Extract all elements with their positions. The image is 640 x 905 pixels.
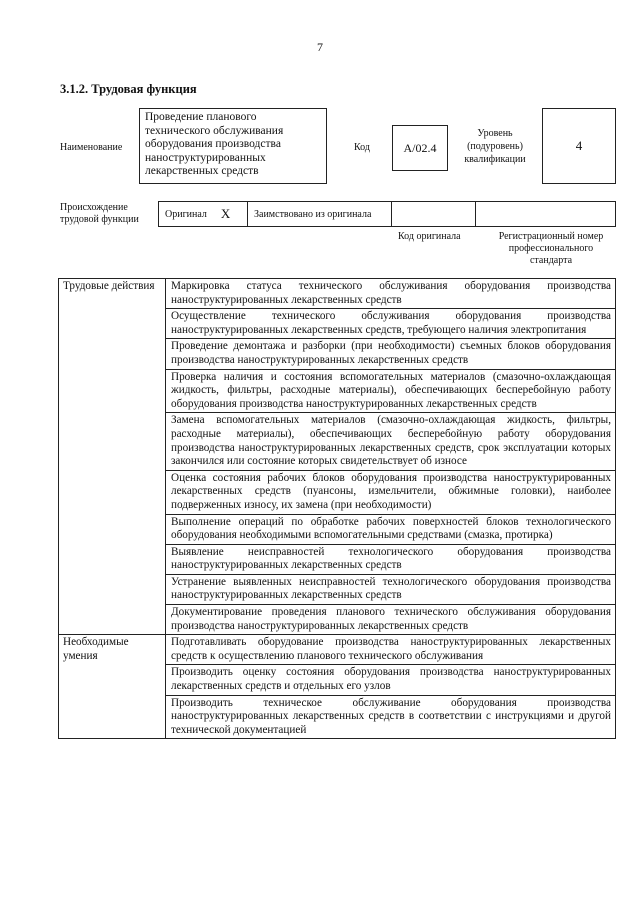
table-row	[59, 635, 616, 665]
name-label: Наименование	[60, 142, 123, 153]
code-value-box: A/02.4	[392, 125, 448, 171]
level-label-line-3: квалификации	[464, 154, 526, 165]
table-cell: Выполнение операций по обработке рабочих поверхностей блоков технологического оборудования необходимыми вспомогательными средствами (смазка, протирка)	[166, 514, 616, 544]
table-row	[59, 279, 616, 309]
category-cell: Трудовые действия	[59, 279, 166, 635]
reg-number-caption-line-3: стандарта	[529, 255, 573, 266]
origin-label-line-2: трудовой функции	[60, 214, 139, 225]
category-cell: Необходимые умения	[59, 635, 166, 739]
code-original-cell	[392, 201, 476, 227]
table-cell: Устранение выявленных неисправностей технологического оборудования производства наноструктурированных лекарственных средств	[166, 574, 616, 604]
original-cell	[158, 201, 248, 227]
level-label-line-1: Уровень	[477, 128, 513, 139]
table-cell: Осуществление технического обслуживания оборудования производства наноструктурированных лекарственных средств, требующего наличия электропитания	[166, 309, 616, 339]
level-label-line-2: (подуровень)	[467, 141, 523, 152]
borrowed-cell: Заимствовано из оригинала	[248, 201, 392, 227]
origin-row	[158, 201, 616, 227]
origin-label	[60, 202, 139, 226]
reg-number-cell	[476, 201, 616, 227]
table-cell: Производить техническое обслуживание оборудования производства наноструктурированных лекарственных средств в соответствии с инструкциями и другой технической документацией	[166, 695, 616, 739]
table-cell: Документирование проведения планового технического обслуживания оборудования производства наноструктурированных лекарственных средств	[166, 605, 616, 635]
table-cell: Проверка наличия и состояния вспомогательных материалов (смазочно-охлаждающая жидкость, фильтры, расходные материалы), обеспечивающих бесперебойную работу оборудования производства наноструктурированных лекарственных средств	[166, 369, 616, 413]
reg-number-caption-line-2: профессионального	[508, 243, 594, 254]
code-original-caption: Код оригинала	[398, 231, 461, 242]
level-label	[455, 127, 535, 166]
table-cell: Оценка состояния рабочих блоков оборудования производства наноструктурированных лекарственных средств (пуансоны, измельчители, обжимные головки), наиболее подверженных износу, их замена (при необходимости)	[166, 470, 616, 514]
reg-number-caption	[486, 231, 616, 267]
level-value-box: 4	[542, 108, 616, 184]
code-label: Код	[354, 142, 370, 153]
table-cell: Маркировка статуса технического обслуживания оборудования производства наноструктурированных лекарственных средств	[166, 279, 616, 309]
table-cell: Подготавливать оборудование производства наноструктурированных лекарственных средств к осуществлению планового технического обслуживания	[166, 635, 616, 665]
function-name-box: Проведение планового технического обслуживания оборудования производства наноструктурированных лекарственных средств	[139, 108, 327, 184]
table-cell: Замена вспомогательных материалов (смазочно-охлаждающая жидкость, фильтры, расходные материалы), обеспечивающих бесперебойную работу оборудования производства наноструктурированных лекарственных средств, срок эксплуатации которых закончился или состояние которых свидетельствует об износе	[166, 413, 616, 470]
original-mark: X	[220, 206, 231, 221]
original-label: Оригинал	[165, 208, 207, 220]
table-cell: Выявление неисправностей технологического оборудования производства наноструктурированных лекарственных средств	[166, 544, 616, 574]
reg-number-caption-line-1: Регистрационный номер	[498, 231, 604, 242]
table-cell: Проведение демонтажа и разборки (при необходимости) съемных блоков оборудования производства наноструктурированных лекарственных средств	[166, 339, 616, 369]
labor-function-table	[58, 278, 616, 739]
section-heading: 3.1.2. Трудовая функция	[60, 82, 197, 96]
page-number: 7	[317, 40, 323, 54]
origin-label-line-1: Происхождение	[60, 202, 128, 213]
table-cell: Производить оценку состояния оборудования производства наноструктурированных лекарственных средств и отдельных его узлов	[166, 665, 616, 695]
